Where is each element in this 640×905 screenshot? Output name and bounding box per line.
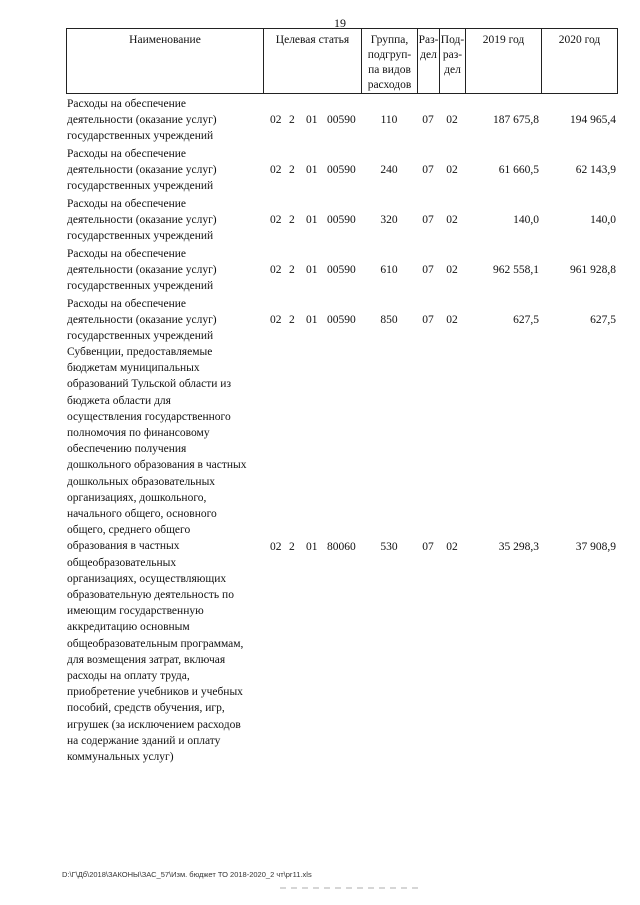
- row-name: Расходы на обеспечение деятельности (оказание услуг) государственных учреждений: [67, 98, 217, 143]
- row-y2020: 194 965,4: [570, 114, 616, 126]
- row-y2019: 962 558,1: [493, 264, 539, 276]
- row-sub: 2: [289, 214, 295, 226]
- row-program: 02: [270, 164, 282, 176]
- header-target-article: Целевая статья: [264, 29, 362, 93]
- row-y2019: 187 675,8: [493, 114, 539, 126]
- scan-smudge: [280, 887, 420, 889]
- row-sub: 2: [289, 541, 295, 553]
- row-group: 240: [380, 164, 398, 176]
- row-program: 02: [270, 314, 282, 326]
- row-section: 07: [422, 314, 434, 326]
- row-y2020: 140,0: [590, 214, 616, 226]
- row-y2020: 627,5: [590, 314, 616, 326]
- row-event: 01: [306, 214, 318, 226]
- row-name: Расходы на обеспечение деятельности (оказание услуг) государственных учреждений: [67, 198, 217, 243]
- row-program: 02: [270, 114, 282, 126]
- row-direction: 00590: [327, 164, 356, 176]
- page-number: 19: [334, 16, 346, 30]
- row-program: 02: [270, 264, 282, 276]
- header-year-2020: 2020 год: [558, 34, 601, 46]
- row-sub: 2: [289, 164, 295, 176]
- row-subsection: 02: [446, 264, 458, 276]
- row-group: 610: [380, 264, 398, 276]
- header-name: Наименование: [67, 29, 264, 93]
- row-y2020: 961 928,8: [570, 264, 616, 276]
- row-section: 07: [422, 264, 434, 276]
- row-direction: 00590: [327, 314, 356, 326]
- row-y2019: 627,5: [513, 314, 539, 326]
- row-subsection: 02: [446, 214, 458, 226]
- header-year-2019: 2019 год: [466, 29, 542, 93]
- row-name: Расходы на обеспечение деятельности (оказание услуг) государственных учреждений: [67, 248, 217, 293]
- row-subsection: 02: [446, 114, 458, 126]
- row-direction: 00590: [327, 214, 356, 226]
- header-group: Группа, подгруп- па видов расходов: [362, 29, 418, 93]
- row-y2019: 35 298,3: [498, 541, 539, 553]
- header-subsection: Под- раз- дел: [440, 29, 466, 93]
- row-event: 01: [306, 264, 318, 276]
- row-y2019: 61 660,5: [498, 164, 539, 176]
- row-sub: 2: [289, 314, 295, 326]
- row-subsection: 02: [446, 164, 458, 176]
- row-event: 01: [306, 114, 318, 126]
- row-sub: 2: [289, 114, 295, 126]
- row-section: 07: [422, 214, 434, 226]
- row-group: 110: [380, 114, 398, 126]
- row-direction: 00590: [327, 264, 356, 276]
- row-subsection: 02: [446, 541, 458, 553]
- row-event: 01: [306, 314, 318, 326]
- row-name: Расходы на обеспечение деятельности (оказание услуг) государственных учреждений: [67, 298, 217, 343]
- row-name: Субвенции, предоставляемые бюджетам муниципальных образований Тульской области из бюджета области для осуществления государственного полномочия по финансовому обеспечению получения дошкольного образования в частных дошкольных образовательных организациях, дошкольного, начального общего, основного общего, среднего общего образования в частных общеобразовательных организациях, осуществляющих образовательную деятельность по имеющим государственную аккредитацию основным общеобразовательным программам, для возмещения затрат, включая расходы на оплату труда, приобретение учебников и учебных пособий, средств обучения, игр, игрушек (за исключением расходов на содержание зданий и оплату коммунальных услуг): [67, 346, 247, 764]
- row-subsection: 02: [446, 314, 458, 326]
- row-event: 01: [306, 541, 318, 553]
- row-section: 07: [422, 541, 434, 553]
- header-section: Раз- дел: [418, 29, 440, 93]
- row-event: 01: [306, 164, 318, 176]
- row-program: 02: [270, 541, 282, 553]
- row-section: 07: [422, 164, 434, 176]
- row-group: 530: [380, 541, 398, 553]
- row-sub: 2: [289, 264, 295, 276]
- row-y2020: 62 143,9: [575, 164, 616, 176]
- file-path-footer: D:\Г\Дб\2018\ЗАКОНЫ\ЗАС_57\Изм. бюджет ТО 2018-2020_2 чт\рг11.xls: [62, 870, 312, 879]
- table-header: [66, 28, 618, 94]
- row-program: 02: [270, 214, 282, 226]
- row-direction: 00590: [327, 114, 356, 126]
- row-group: 850: [380, 314, 398, 326]
- row-section: 07: [422, 114, 434, 126]
- row-name: Расходы на обеспечение деятельности (оказание услуг) государственных учреждений: [67, 148, 217, 193]
- row-y2020: 37 908,9: [575, 541, 616, 553]
- row-group: 320: [380, 214, 398, 226]
- row-direction: 80060: [327, 541, 356, 553]
- row-y2019: 140,0: [513, 214, 539, 226]
